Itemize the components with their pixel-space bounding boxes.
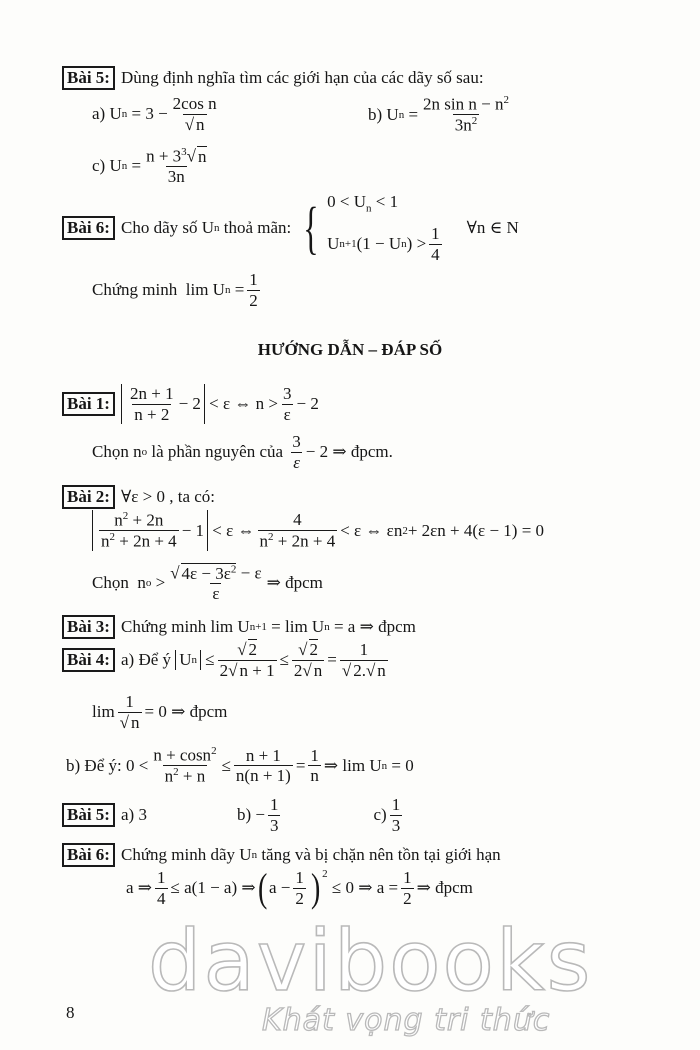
problem-6-statement: Bài 6: Cho dãy số U n thoả mãn: { $0 < U_n < 1$ U n+1 (1 − U n ) > $\frac{1}{4}$ ∀n ∈ N <box>62 192 519 264</box>
answer-2-intro-text: ∀ε > 0 , ta có: <box>120 487 216 506</box>
answer-1-choose-text2: là phần nguyên của <box>151 442 284 462</box>
answer-5c-label: c) <box>373 805 387 825</box>
answer-1: Bài 1: $\frac{2n + 1}{n + 2}$ − 2 < ε ⇔ n > $\frac{3}{\varepsilon}$ − 2 <box>62 384 319 424</box>
answer-1-label: Bài 1: <box>62 392 115 416</box>
answer-2-choose-text: Chọn <box>92 573 129 593</box>
answer-2-dpcm: đpcm <box>285 573 323 593</box>
answer-5-label: Bài 5: <box>62 803 115 827</box>
answer-6-label: Bài 6: <box>62 843 115 867</box>
answer-1-choose-text: Chọn n <box>92 442 142 462</box>
answer-1-dpcm: đpcm <box>350 442 389 462</box>
answer-6-text2: tăng và bị chặn nên tồn tại giới hạn <box>261 845 501 864</box>
watermark-brand: davibooks <box>148 912 593 1010</box>
answer-3: Bài 3: Chứng minh lim U n+1 = lim U n = a ⇒ đpcm <box>62 615 416 639</box>
problem-5b-formula: b) U n = $\frac{2n \sin n - n^2}{3n^2}$ <box>368 94 509 135</box>
problem-5c-formula: c) U n = $\frac{n + 3^3√ n}{3n}$ <box>92 146 207 187</box>
answer-5: Bài 5: a) 3 b) − $\frac{1}{3}$ c) $\frac{1}{3}$ <box>62 795 405 835</box>
answer-3-dpcm: đpcm <box>378 617 416 636</box>
problem-6-text: Cho dãy số U <box>120 218 215 238</box>
answer-2-label: Bài 2: <box>62 485 115 509</box>
answer-4a-limit: lim $\frac{1}{√ n}$ = 0 ⇒ đpcm <box>92 692 228 732</box>
answer-5b-label: b) <box>236 805 252 825</box>
answer-6-dpcm: đpcm <box>435 878 473 898</box>
problem-6-prove: Chứng minh lim U n = $\frac{1}{2}$ <box>92 270 258 310</box>
problem-6-text2: thoả mãn: <box>223 218 292 238</box>
problem-5-label: Bài 5: <box>62 66 115 90</box>
answer-4b-text: b) Để ý: <box>66 755 122 775</box>
problem-6-label: Bài 6: <box>62 216 115 240</box>
answer-4b: b) Để ý: 0 < $\frac{n + \cos n^2}{n^2 + n}$ ≤ $\frac{n + 1}{n(n + 1)}$ = $\frac{1}{n}$ ⇒ lim U n = 0 <box>66 745 414 786</box>
answer-6-text: Chứng minh dãy U <box>120 845 252 864</box>
answer-5a: a) 3 <box>120 805 147 825</box>
problem-6-prove-text: Chứng minh <box>92 280 178 300</box>
answer-1-choose: Chọn n o là phần nguyên của $\frac{3}{\varepsilon}$ − 2 ⇒ đpcm . <box>92 432 393 472</box>
answer-4a: Bài 4: a) Để ý U n ≤ $\frac{√ 2}{2√ n + 1}$ ≤ $\frac{√ 2}{2√ n}$ = $\frac{1}{√ 2.√ n}$ <box>62 640 391 680</box>
answer-4a-dpcm: đpcm <box>189 702 228 722</box>
problem-6-system: { $0 < U_n < 1$ U n+1 (1 − U n ) > $\frac{1}{4}$ <box>303 192 440 264</box>
problem-5-text: Dùng định nghĩa tìm các giới hạn của các dãy số sau: <box>120 68 484 87</box>
section-title: HƯỚNG DẪN – ĐÁP SỐ <box>257 340 443 359</box>
answer-6-formula: a ⇒ $\frac{1}{4}$ ≤ a(1 − a) ⇒ ( a − $\frac{1}{2}$ ) $^2$ ≤ 0 ⇒ a = $\frac{1}{2}$ ⇒ đpcm <box>126 865 473 911</box>
answer-3-text: Chứng minh lim U <box>120 617 250 636</box>
problem-5-statement <box>62 66 484 90</box>
watermark-slogan: Khát vọng tri thức <box>262 1003 551 1038</box>
problem-5a-formula: a) U n = 3 − $\frac{\text{2cos n}}{√ n}$ <box>92 94 217 134</box>
answer-6: Bài 6: Chứng minh dãy U n tăng và bị chặn nên tồn tại giới hạn <box>62 843 501 867</box>
answer-2-choose: Chọn n o > $\frac{√ 4\varepsilon - 3\varepsilon^2 - \varepsilon}{\varepsilon}$ ⇒ đpcm <box>92 563 323 604</box>
answer-3-label: Bài 3: <box>62 615 115 639</box>
answer-4-label: Bài 4: <box>62 648 115 672</box>
answer-4a-text: a) Để ý <box>120 650 172 670</box>
answer-2-intro <box>62 485 215 509</box>
answer-2-formula: $\frac{n^2 + 2n}{n^2 + 2n + 4}$ − 1 < ε ⇔ $\frac{4}{n^2 + 2n + 4}$ < ε ⇔ εn 2 + 2εn + 4(ε − 1) = 0 <box>92 510 544 551</box>
page-number: 8 <box>66 1003 75 1022</box>
